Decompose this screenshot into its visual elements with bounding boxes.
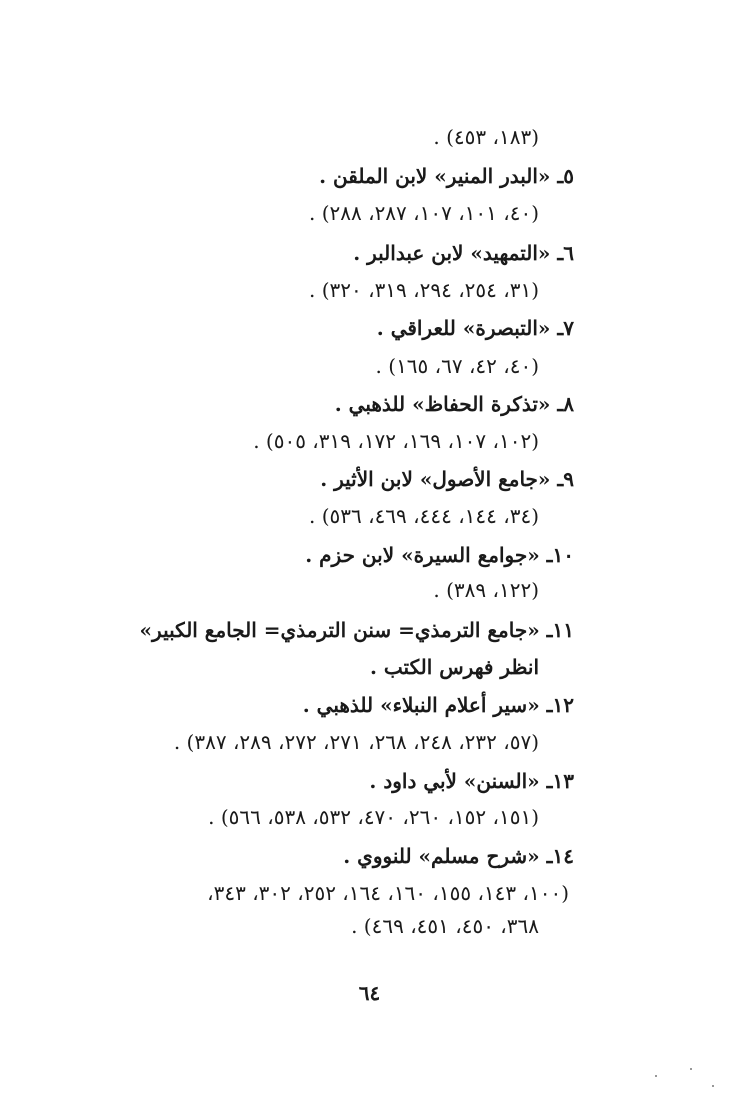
citation-pages: (٤٠، ١٠١، ١٠٧، ٢٨٧، ٢٨٨) . (308, 201, 539, 225)
source-entry: ٥ـ «البدر المنير» لابن الملقن . (319, 164, 574, 188)
citation-pages: (٣١، ٢٥٤، ٢٩٤، ٣١٩، ٣٢٠) . (308, 278, 539, 302)
cross-reference: انظر فهرس الكتب . (369, 655, 539, 679)
citation-pages: (١٥١، ١٥٢، ٢٦٠، ٤٧٠، ٥٣٢، ٥٣٨، ٥٦٦) . (208, 805, 539, 829)
citation-pages: (١٠٠، ١٤٣، ١٥٥، ١٦٠، ١٦٤، ٢٥٢، ٣٠٢، ٣٤٣، (207, 881, 569, 905)
scan-speck (712, 1085, 714, 1087)
source-entry: ١٤ـ «شرح مسلم» للنووي . (343, 844, 574, 868)
scan-speck (690, 1068, 692, 1070)
source-entry: ٦ـ «التمهيد» لابن عبدالبر . (353, 241, 574, 265)
citation-pages: ٣٦٨، ٤٥٠، ٤٥١، ٤٦٩) . (351, 914, 539, 938)
source-entry: ٨ـ «تذكرة الحفاظ» للذهبي . (334, 392, 574, 416)
citation-pages: (٣٤، ١٤٤، ٤٤٤، ٤٦٩، ٥٣٦) . (308, 504, 539, 528)
source-entry: ١٣ـ «السنن» لأبي داود . (369, 769, 574, 793)
source-entry: ٧ـ «التبصرة» للعراقي . (376, 316, 574, 340)
source-entry: ١١ـ «جامع الترمذي= سنن الترمذي= الجامع الكبير» (139, 618, 574, 642)
source-entry: ١٠ـ «جوامع السيرة» لابن حزم . (305, 543, 574, 567)
page-number: ٦٤ (358, 981, 381, 1005)
source-entry: ١٢ـ «سير أعلام النبلاء» للذهبي . (302, 693, 574, 717)
citation-pages: (٤٠، ٤٢، ٦٧، ١٦٥) . (375, 354, 539, 378)
scan-speck (655, 1075, 657, 1077)
citation-pages: (١٢٢، ٣٨٩) . (433, 578, 539, 602)
citation-pages: (١٨٣، ٤٥٣) . (433, 125, 539, 149)
citation-pages: (١٠٢، ١٠٧، ١٦٩، ١٧٢، ٣١٩، ٥٠٥) . (253, 429, 539, 453)
citation-pages: (٥٧، ٢٣٢، ٢٤٨، ٢٦٨، ٢٧١، ٢٧٢، ٢٨٩، ٣٨٧) . (173, 730, 539, 754)
source-entry: ٩ـ «جامع الأصول» لابن الأثير . (320, 467, 574, 491)
